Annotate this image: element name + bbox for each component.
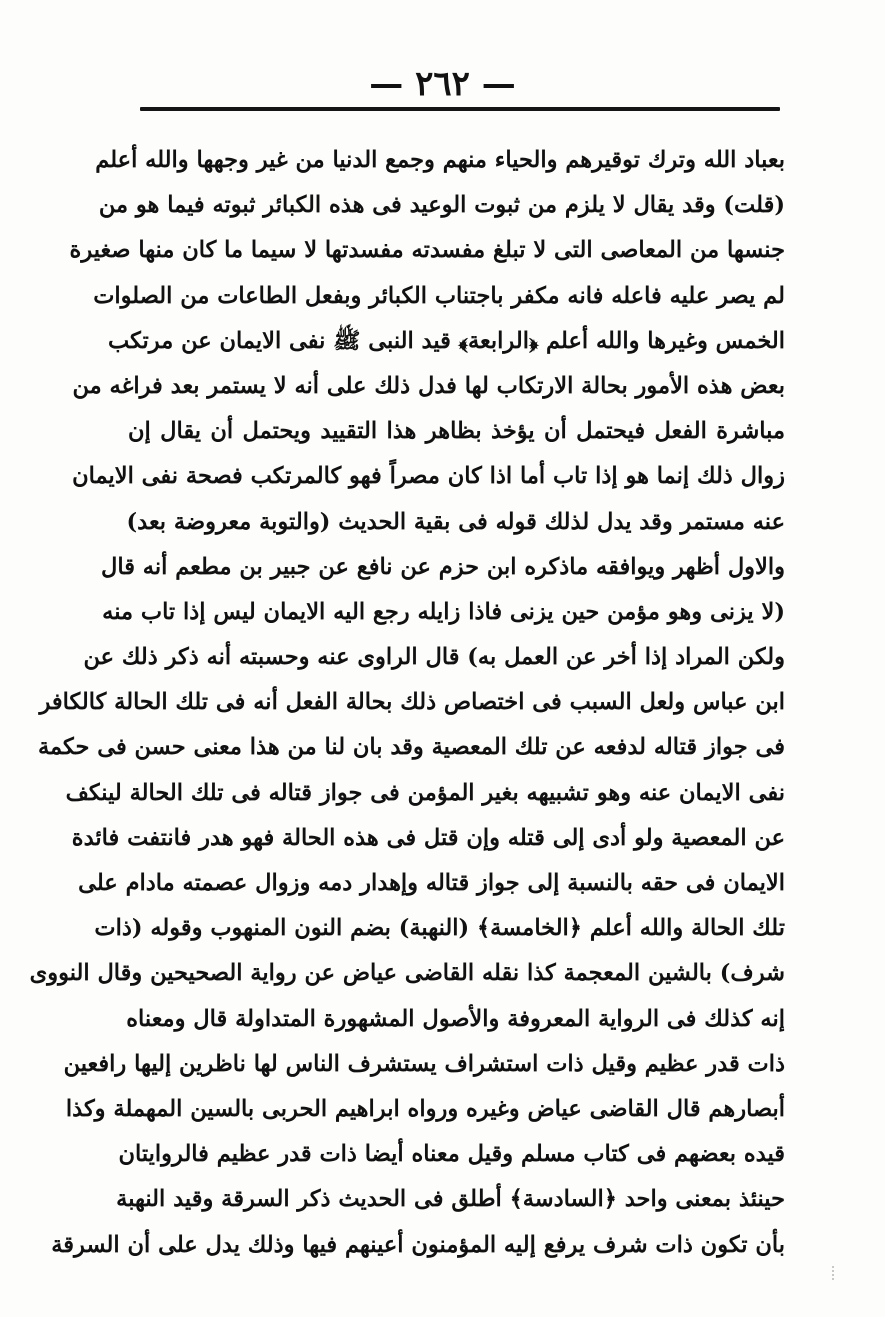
text-line: حينئذ بمعنى واحد ﴿السادسة﴾ أطلق فى الحديث ذكر السرقة وقيد النهبة	[116, 1186, 785, 1213]
text-line: (قلت) وقد يقال لا يلزم من ثبوت الوعيد فى هذه الكبائر ثبوته فيما هو من	[98, 192, 785, 219]
text-line: بعض هذه الأمور بحالة الارتكاب لها فدل ذلك على أنه لا يستمر بعد فراغه من	[72, 372, 785, 399]
text-line: الخمس وغيرها والله أعلم ﴿الرابعة﴾ قيد النبى ﷺ نفى الايمان عن مرتكب	[108, 327, 785, 354]
scan-speck	[832, 1266, 842, 1280]
body-text	[29, 138, 785, 1268]
text-line: إنه كذلك فى الرواية المعروفة والأصول المشهورة المتداولة قال ومعناه	[126, 1005, 785, 1032]
text-line: بأن تكون ذات شرف يرفع إليه المؤمنون أعينهم فيها وذلك يدل على أن السرقة	[51, 1231, 785, 1258]
text-line: ولكن المراد إذا أخر عن العمل به) قال الراوى عنه وحسبته أنه ذكر ذلك عن	[83, 644, 785, 671]
text-line: لم يصر عليه فاعله فانه مكفر باجتناب الكبائر وبفعل الطاعات من الصلوات	[93, 282, 785, 309]
text-line: ذات قدر عظيم وقيل ذات استشراف يستشرف الناس لها ناظرين إليها رافعين	[63, 1050, 785, 1077]
text-line: تلك الحالة والله أعلم ﴿الخامسة﴾ (النهبة) بضم النون المنهوب وقوله (ذات	[94, 915, 785, 942]
text-line: والاول أظهر ويوافقه ماذكره ابن حزم عن نافع عن جبير بن مطعم أنه قال	[101, 553, 785, 580]
header-rule	[140, 107, 780, 111]
text-line: ابن عباس ولعل السبب فى اختصاص ذلك بحالة الفعل أنه فى تلك الحالة كالكافر	[39, 689, 785, 716]
text-line: عنه مستمر وقد يدل لذلك قوله فى بقية الحديث (والتوبة معروضة بعد)	[126, 508, 785, 535]
text-line: (لا يزنى وهو مؤمن حين يزنى فاذا زايله رجع اليه الايمان ليس إذا تاب منه	[102, 598, 785, 625]
text-line: جنسها من المعاصى التى لا تبلغ مفسدته مفسدتها لا سيما ما كان منها صغيرة	[69, 237, 785, 264]
text-line: فى جواز قتاله لدفعه عن تلك المعصية وقد بان لنا من هذا معنى حسن فى حكمة	[37, 734, 785, 761]
text-line: الايمان فى حقه بالنسبة إلى جواز قتاله وإهدار دمه وزوال عصمته مادام على	[78, 870, 785, 896]
text-line: زوال ذلك إنما هو إذا تاب أما اذا كان مصراً فهو كالمرتكب فصحة نفى الايمان	[72, 463, 785, 490]
page-number: — ٢٦٢ —	[369, 64, 516, 104]
text-line: أبصارهم قال القاضى عياض وغيره ورواه ابراهيم الحربى بالسين المهملة وكذا	[65, 1095, 785, 1122]
text-line: بعباد الله وترك توقيرهم والحياء منهم وجمع الدنيا من غير وجهها والله أعلم	[95, 147, 785, 173]
text-line: عن المعصية ولو أدى إلى قتله وإن قتل فى هذه الحالة فهو هدر فانتفت فائدة	[71, 824, 785, 851]
text-line: مباشرة الفعل فيحتمل أن يؤخذ بظاهر هذا التقييد ويحتمل أن يقال إن	[128, 418, 785, 445]
text-line: نفى الايمان عنه وهو تشبيهه بغير المؤمن فى جواز قتاله فى تلك الحالة لينكف	[65, 779, 785, 806]
text-line: قيده بعضهم فى كتاب مسلم وقيل معناه أيضا ذات قدر عظيم فالروايتان	[118, 1141, 785, 1168]
text-line: شرف) بالشين المعجمة كذا نقله القاضى عياض عن رواية الصحيحين وقال النووى	[29, 960, 785, 987]
